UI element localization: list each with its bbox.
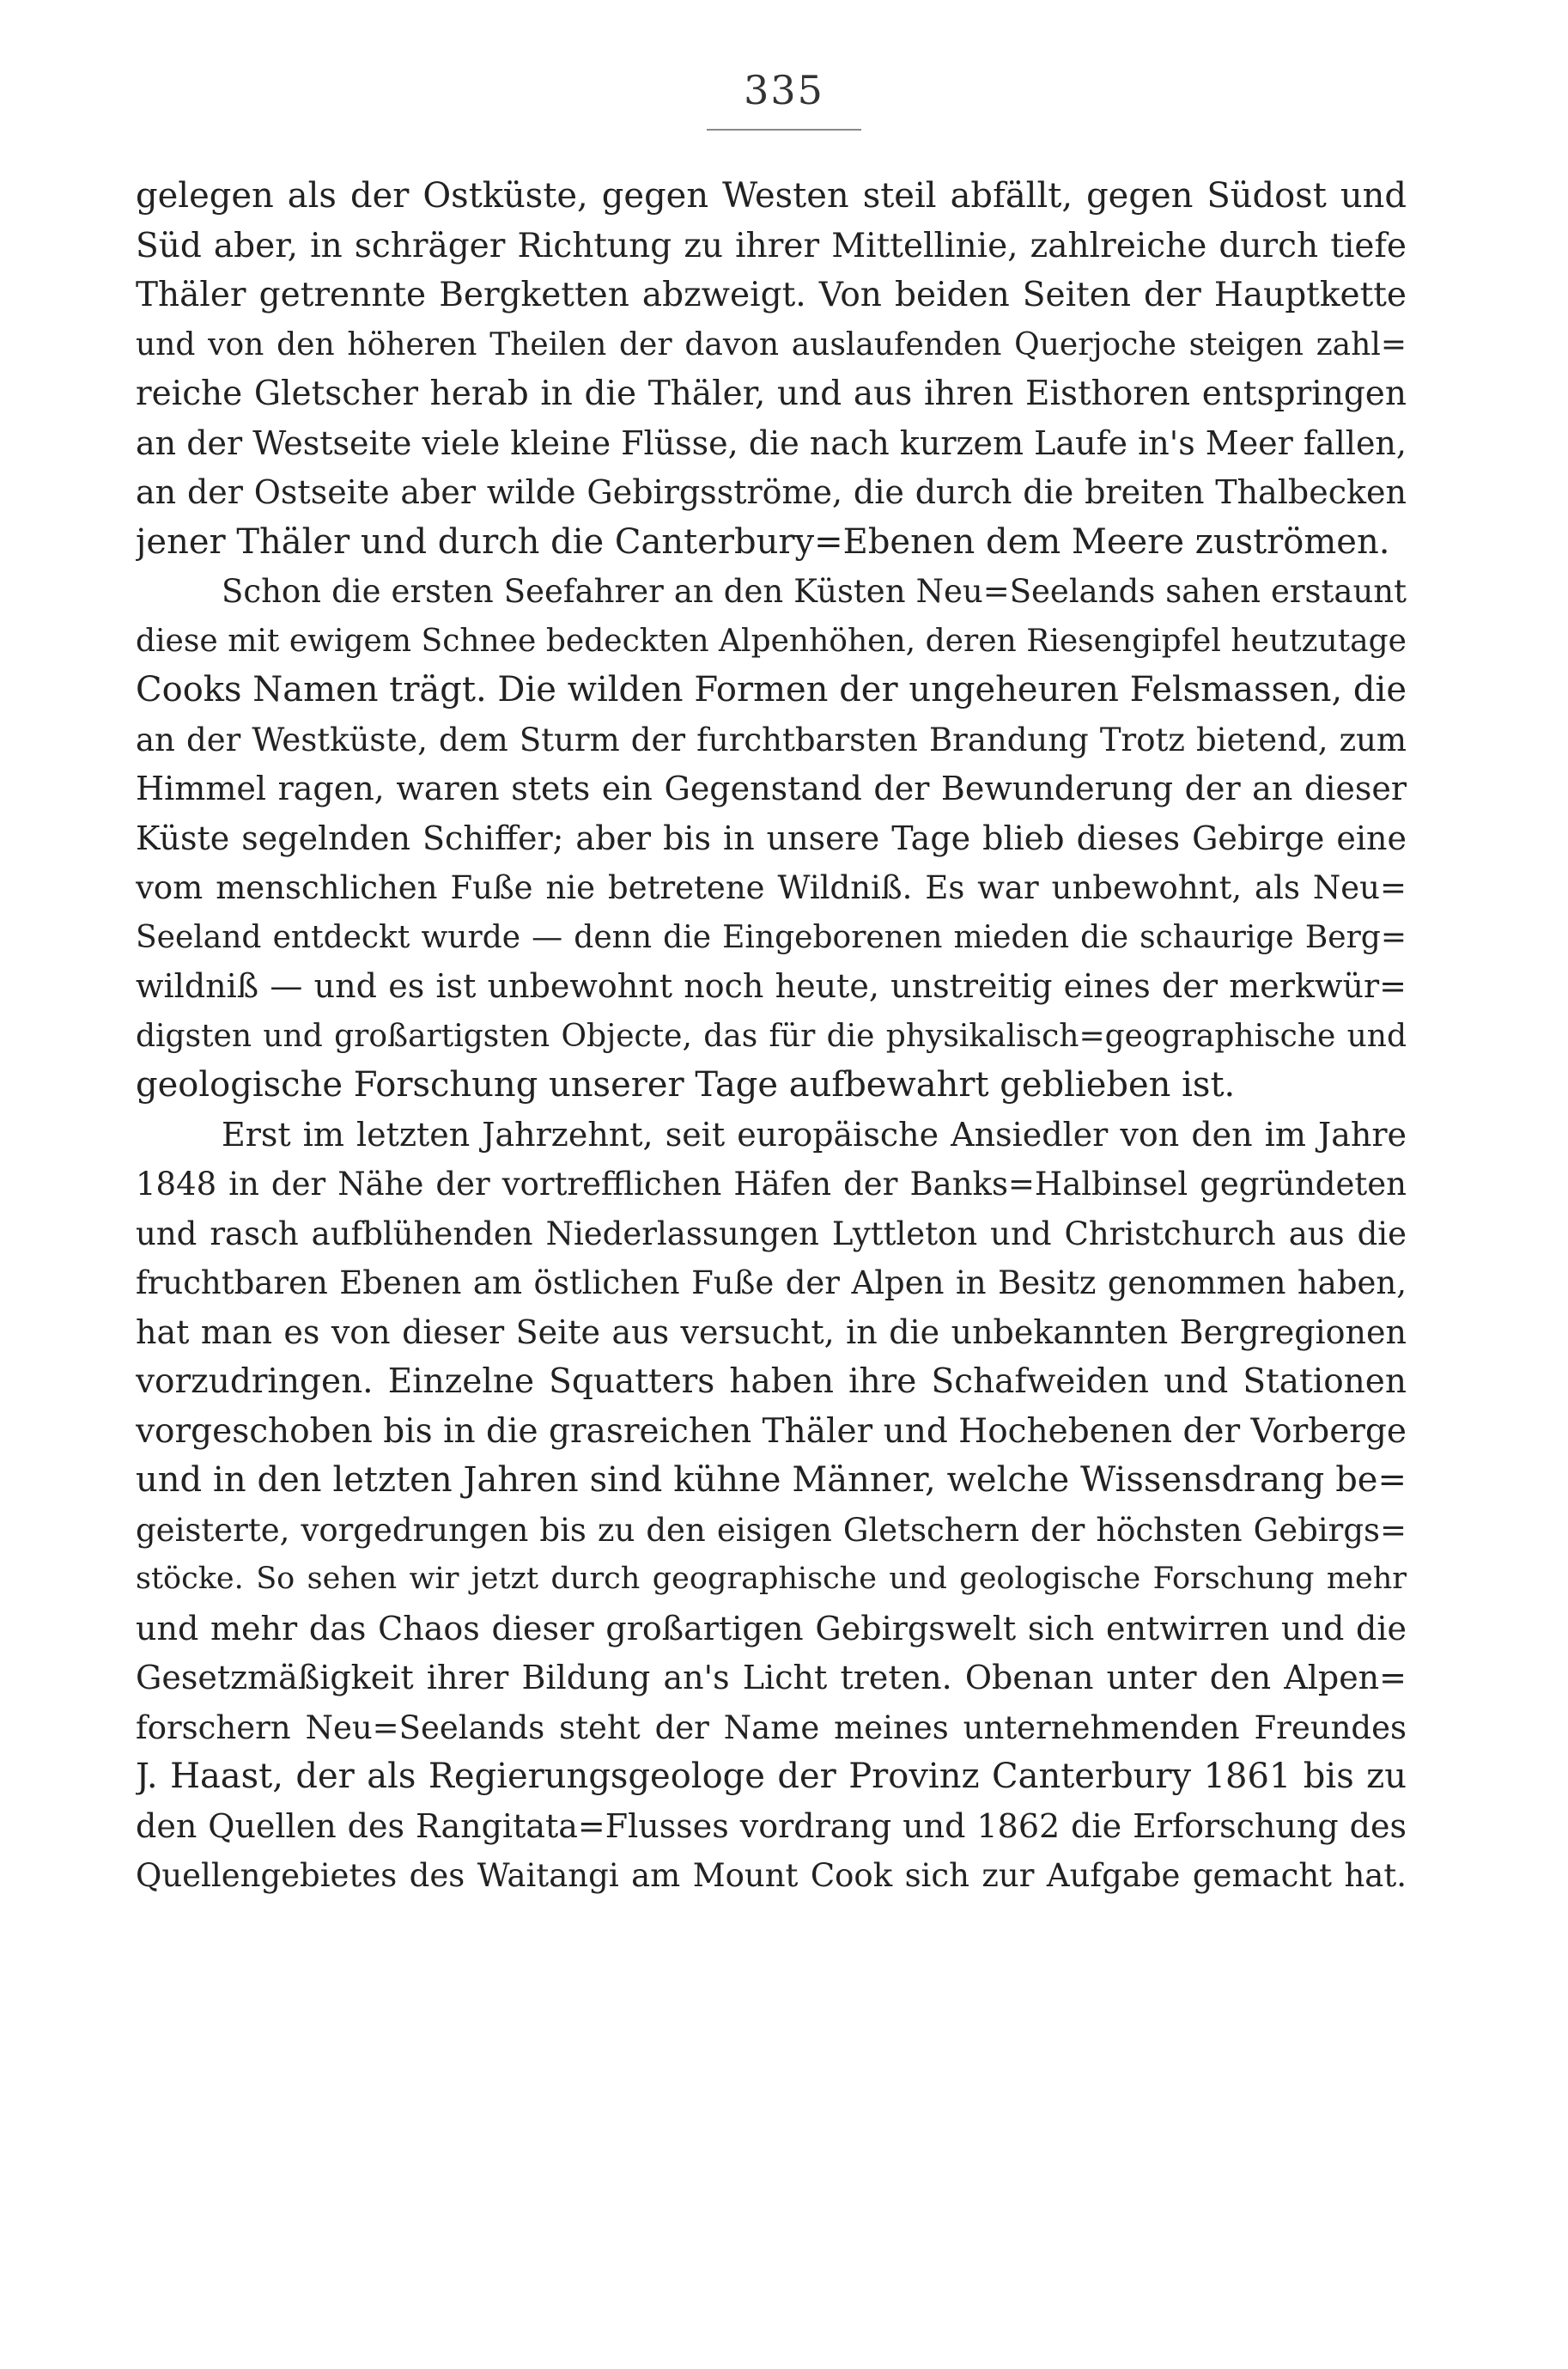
text-line: Himmel ragen, waren stets ein Gegenstand der Bewunderung der an dieser xyxy=(136,770,1407,807)
text-line: stöcke. So sehen wir jetzt durch geographische und geologische Forschung mehr xyxy=(136,1562,1407,1596)
text-line: an der Westküste, dem Sturm der furchtbarsten Brandung Trotz bietend, zum xyxy=(136,721,1407,758)
body-text xyxy=(136,172,1407,1901)
text-line: Küste segelnden Schiffer; aber bis in unsere Tage blieb dieses Gebirge eine xyxy=(136,819,1407,857)
text-line: forschern Neu=Seelands steht der Name meines unternehmenden Freundes xyxy=(136,1708,1407,1746)
text-line: Gesetzmäßigkeit ihrer Bildung an's Licht treten. Obenan unter den Alpen= xyxy=(136,1659,1407,1696)
text-line: Schon die ersten Seefahrer an den Küsten Neu=Seelands sahen erstaunt xyxy=(222,573,1407,610)
text-line: den Quellen des Rangitata=Flusses vordrang und 1862 die Erforschung des xyxy=(136,1806,1407,1845)
text-line: Erst im letzten Jahrzehnt, seit europäische Ansiedler von den im Jahre xyxy=(222,1115,1407,1154)
text-line: vorgeschoben bis in die grasreichen Thäler und Hochebenen der Vorberge xyxy=(136,1411,1407,1451)
text-line: an der Westseite viele kleine Flüsse, die nach kurzem Laufe in's Meer fallen, xyxy=(136,423,1407,462)
text-line: reiche Gletscher herab in die Thäler, und aus ihren Eisthoren entspringen xyxy=(136,375,1407,413)
text-line: jener Thäler und durch die Canterbury=Ebenen dem Meere zuströmen. xyxy=(136,521,1390,562)
text-line: und rasch aufblühenden Niederlassungen Lyttleton und Christchurch aus die xyxy=(136,1215,1407,1252)
page-number: 335 xyxy=(744,67,824,113)
text-line: Seeland entdeckt wurde — denn die Eingeborenen mieden die schaurige Berg= xyxy=(136,919,1407,955)
text-line: vom menschlichen Fuße nie betretene Wildniß. Es war unbewohnt, als Neu= xyxy=(136,869,1407,906)
text-line: Thäler getrennte Bergketten abzweigt. Von beiden Seiten der Hauptkette xyxy=(136,276,1407,314)
text-line: vorzudringen. Einzelne Squatters haben ihre Schafweiden und Stationen xyxy=(136,1362,1407,1401)
text-line: J. Haast, der als Regierungsgeologe der Provinz Canterbury 1861 bis zu xyxy=(136,1757,1407,1796)
text-line: und in den letzten Jahren sind kühne Männer, welche Wissensdrang be= xyxy=(136,1460,1407,1500)
text-line: geisterte, vorgedrungen bis zu den eisigen Gletschern der höchsten Gebirgs= xyxy=(136,1511,1407,1549)
text-line: digsten und großartigsten Objecte, das für die physikalisch=geographische und xyxy=(136,1018,1407,1054)
header-rule xyxy=(707,129,861,131)
text-line: fruchtbaren Ebenen am östlichen Fuße der Alpen in Besitz genommen haben, xyxy=(136,1264,1407,1301)
text-line: und von den höheren Theilen der davon auslaufenden Querjoche steigen zahl= xyxy=(136,326,1407,362)
text-line: 1848 in der Nähe der vortrefflichen Häfen der Banks=Halbinsel gegründeten xyxy=(136,1166,1407,1203)
text-line: Quellengebietes des Waitangi am Mount Cook sich zur Aufgabe gemacht hat. xyxy=(136,1857,1407,1894)
text-line: Cooks Namen trägt. Die wilden Formen der ungeheuren Felsmassen, die xyxy=(136,670,1407,709)
text-line: geologische Forschung unserer Tage aufbewahrt geblieben ist. xyxy=(136,1065,1236,1105)
text-line: und mehr das Chaos dieser großartigen Gebirgswelt sich entwirren und die xyxy=(136,1609,1407,1647)
text-line: an der Ostseite aber wilde Gebirgsströme, die durch die breiten Thalbecken xyxy=(136,473,1407,511)
text-line: hat man es von dieser Seite aus versucht, in die unbekannten Bergregionen xyxy=(136,1312,1407,1351)
text-line: Süd aber, in schräger Richtung zu ihrer Mittellinie, zahlreiche durch tiefe xyxy=(136,226,1407,265)
text-line: wildniß — und es ist unbewohnt noch heute, unstreitig eines der merkwür= xyxy=(136,967,1407,1005)
text-line: gelegen als der Ostküste, gegen Westen steil abfällt, gegen Südost und xyxy=(136,176,1407,216)
text-line: diese mit ewigem Schnee bedeckten Alpenhöhen, deren Riesengipfel heutzutage xyxy=(136,623,1407,659)
